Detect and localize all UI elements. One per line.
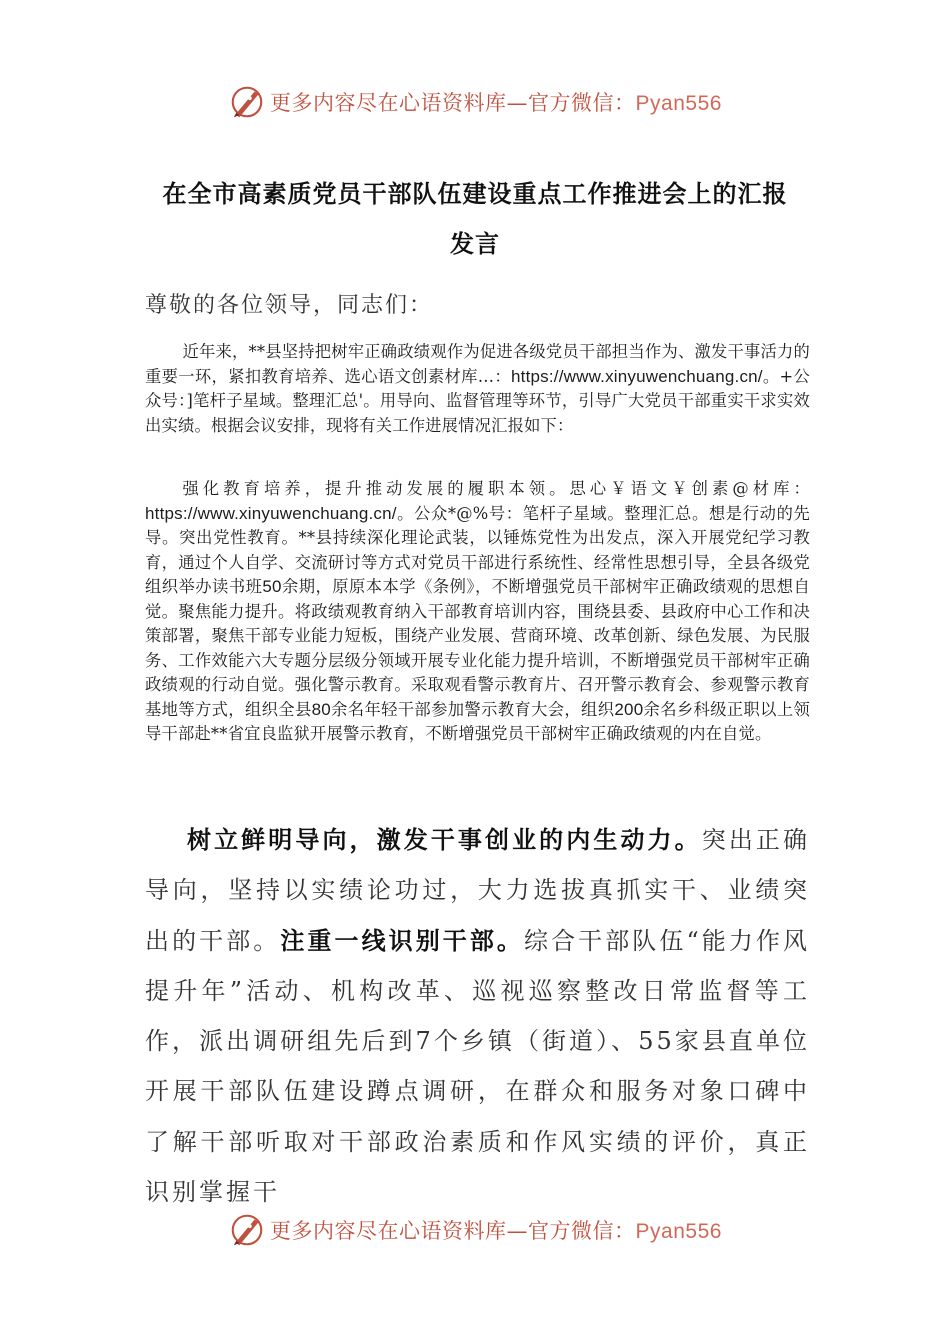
subsection-heading: 注重一线识别干部。: [280, 925, 525, 955]
section-heading: 树立鲜明导向，激发干事创业的内生动力。: [187, 825, 702, 854]
salutation: 尊敬的各位领导，同志们：: [145, 293, 434, 318]
paragraph-guidance: 树立鲜明导向，激发干事创业的内生动力。突出正确导向，坚持以实绩论功过，大力选拔真抓实干、业绩突出的干部。注重一线识别干部。综合干部队伍“能力作风提升年”活动、机构改革、巡视巡察整改日常监督等工作，派出调研组先后到7个乡镇（街道）、55家县直单位开展干部队伍建设蹲点调研，在群众和服务对象口碑中了解干部听取对干部政治素质和作风实绩的评价，真正识别掌握干: [145, 825, 811, 1207]
website-link[interactable]: https://www.xinyuwenchuang.cn/: [511, 366, 763, 386]
footer-watermark-banner: [0, 1208, 950, 1252]
banner-text: 更多内容尽在心语资料库—官方微信：Pyan556: [270, 91, 722, 115]
pen-circle-logo-icon: [228, 83, 266, 121]
header-watermark-banner: [0, 80, 950, 124]
banner-text: 更多内容尽在心语资料库—官方微信：Pyan556: [270, 1219, 722, 1243]
pen-circle-logo-icon: [228, 1211, 266, 1249]
website-link[interactable]: https://www.xinyuwenchuang.cn/: [145, 503, 397, 523]
paragraph-education: 强化教育培养，提升推动发展的履职本领。思心￥语文￥创素@材库：https://www.xinyuwenchuang.cn/。公众*@%号：笔杆子星域。整理汇总。想是行动的先导。突出党性教育。**县持续深化理论武装，以锤炼党性为出发点，深入开展党纪学习教育，通过个人自学、交流研讨等方式对党员干部进行系统性、经常性思想引导，全县各级党组织举办读书班50余期，原原本本学《条例》，不断增强党员干部树牢正确政绩观的思想自觉。聚焦能力提升。将政绩观教育纳入干部教育培训内容，围绕县委、县政府中心工作和决策部署，聚焦干部专业能力短板，围绕产业发展、营商环境、改革创新、绿色发展、为民服务、工作效能六大专题分层级分领域开展专业化能力提升培训，不断增强党员干部树牢正确政绩观的行动自觉。强化警示教育。采取观看警示教育片、召开警示教育会、参观警示教育基地等方式，组织全县80余名年轻干部参加警示教育大会，组织200余名乡科级正职以上领导干部赴**省宜良监狱开展警示教育，不断增强党员干部树牢正确政绩观的内在自觉。: [145, 479, 810, 743]
paragraph-intro: 近年来，**县坚持把树牢正确政绩观作为促进各级党员干部担当作为、激发干事活力的重要一环，紧扣教育培养、选心语文创素材库…：https://www.xinyuwenchuang.cn/。+公众号：]笔杆子星域。整理汇总'。用导向、监督管理等环节，引导广大党员干部重实干求实效出实绩。根据会议安排，现将有关工作进展情况汇报如下：: [145, 342, 810, 435]
document-title-continued: 发言: [450, 229, 500, 258]
document-title: 在全市高素质党员干部队伍建设重点工作推进会上的汇报: [162, 179, 788, 208]
